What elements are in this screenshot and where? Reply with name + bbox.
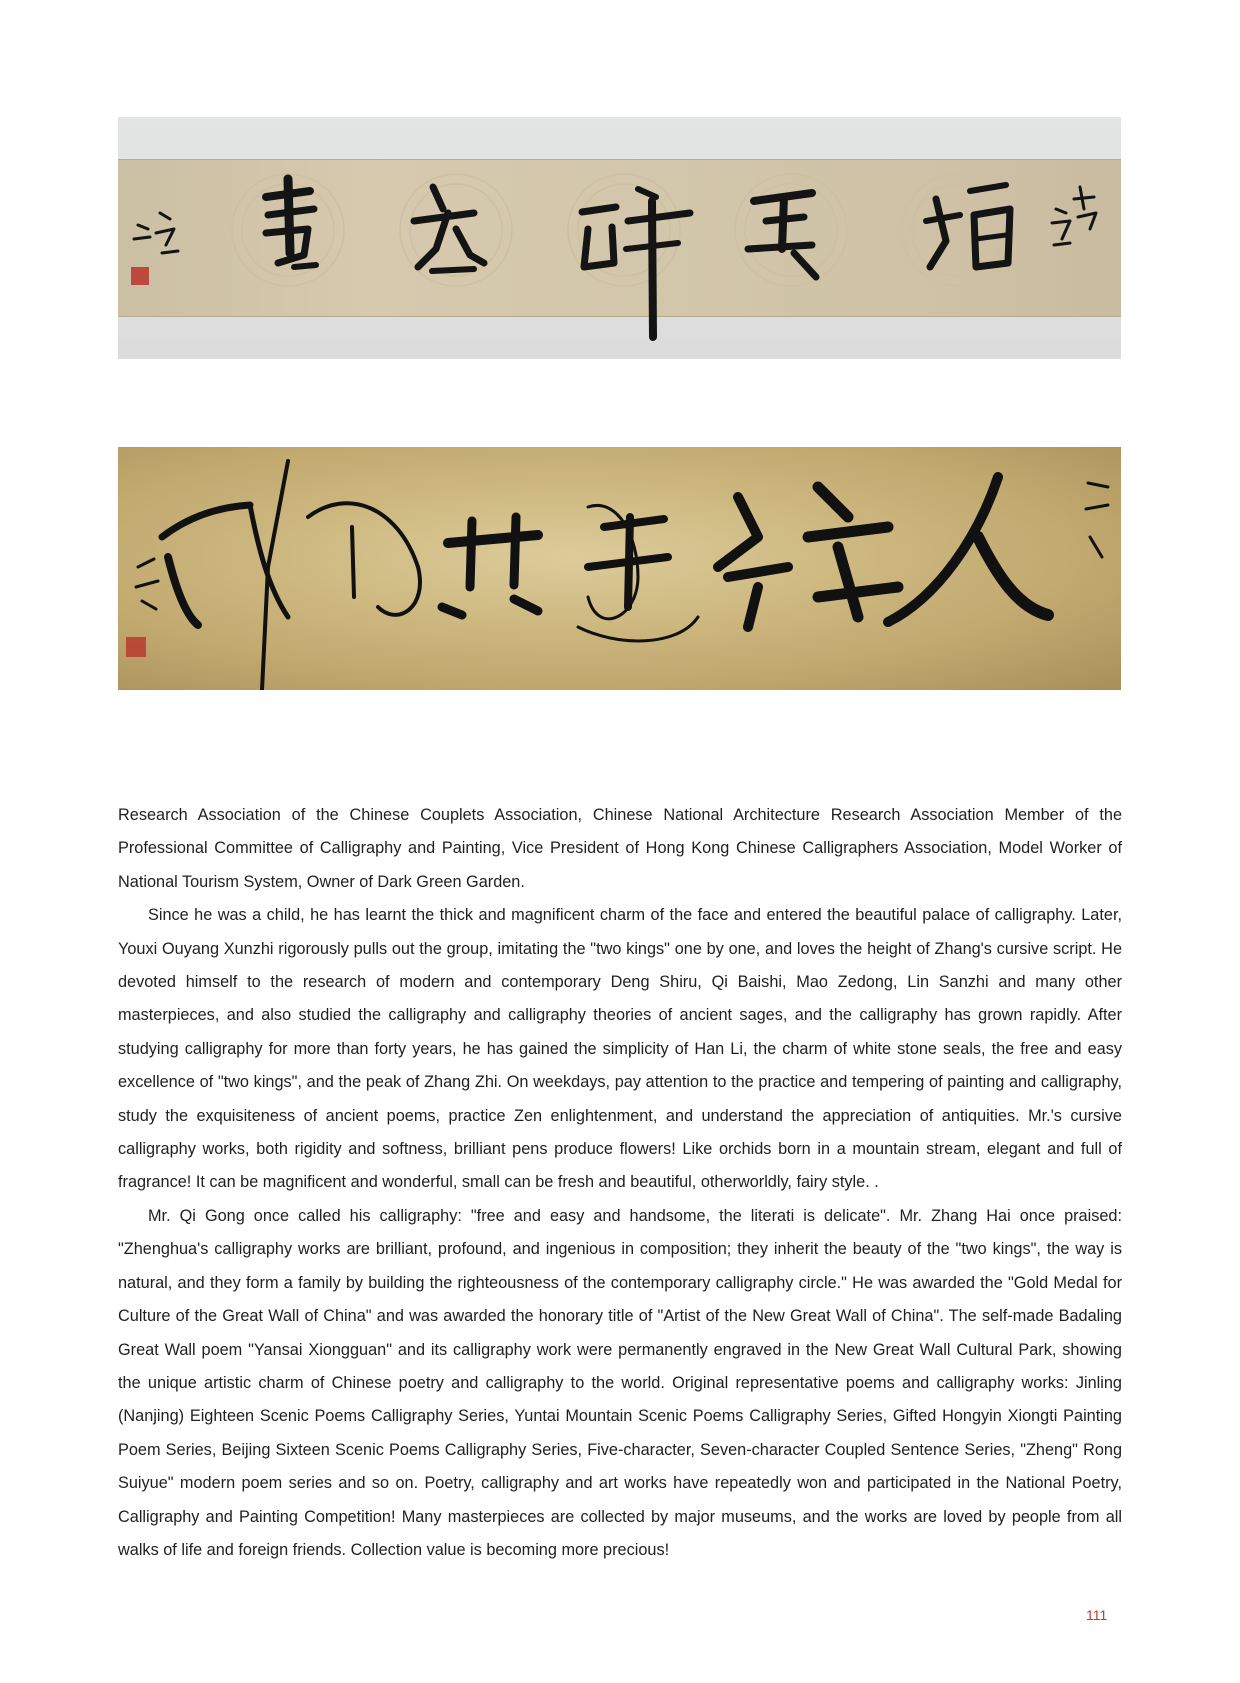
paragraph: Since he was a child, he has learnt the thick and magnificent charm of the face and entered the beautiful palace of calligraphy. Later, Youxi Ouyang Xunzhi rigorously pulls out the group, imitating the "two kings" one by one, and loves the height of Zhang's cursive script. He devoted himself to the research of modern and contemporary Deng Shiru, Qi Baishi, Mao Zedong, Lin Sanzhi and many other masterpieces, and also studied the calligraphy and calligraphy theories of ancient sages, and the calligraphy has grown rapidly. After studying calligraphy for more than forty years, he has gained the simplicity of Han Li, the charm of white stone seals, the free and easy excellence of "two kings", and the peak of Zhang Zhi. On weekdays, pay attention to the practice and tempering of painting and calligraphy, study the exquisiteness of ancient poems, practice Zen enlightenment, and understand the appreciation of antiquities. Mr.'s cursive calligraphy works, both rigidity and softness, brilliant pens produce flowers! Like orchids born in a mountain stream, elegant and full of fragrance! It can be magnificent and wonderful, small can be fresh and beautiful, otherworldly, fairy style. . (118, 906, 1122, 1192)
calligraphy-scroll-bottom (118, 447, 1121, 690)
paragraph: Research Association of the Chinese Couplets Association, Chinese National Architecture Research Association Member of the Professional Committee of Calligraphy and Painting, Vice President of Hong Kong Chinese Calligraphers Association, Model Worker of National Tourism System, Owner of Dark Green Garden. (118, 806, 1122, 891)
calligraphy-scroll-top (118, 117, 1121, 359)
article-body (118, 799, 1122, 1567)
calligraphy-brushwork (118, 447, 1121, 690)
page-number: 111 (1086, 1607, 1108, 1623)
calligraphy-brushwork (118, 117, 1121, 359)
paragraph: Mr. Qi Gong once called his calligraphy: "free and easy and handsome, the literati is delicate". Mr. Zhang Hai once praised: "Zhenghua's calligraphy works are brilliant, profound, and ingenious in composition; they inherit the beauty of the "two kings", the way is natural, and they form a family by building the righteousness of the contemporary calligraphy circle." He was awarded the "Gold Medal for Culture of the Great Wall of China" and was awarded the honorary title of "Artist of the New Great Wall of China". The self-made Badaling Great Wall poem "Yansai Xiongguan" and its calligraphy work were permanently engraved in the New Great Wall Cultural Park, showing the unique artistic charm of Chinese poetry and calligraphy to the world. Original representative poems and calligraphy works: Jinling (Nanjing) Eighteen Scenic Poems Calligraphy Series, Yuntai Mountain Scenic Poems Calligraphy Series, Gifted Hongyin Xiongti Painting Poem Series, Beijing Sixteen Scenic Poems Calligraphy Series, Five-character, Seven-character Coupled Sentence Series, "Zheng" Rong Suiyue" modern poem series and so on. Poetry, calligraphy and art works have repeatedly won and participated in the National Poetry, Calligraphy and Painting Competition! Many masterpieces are collected by major museums, and the works are loved by people from all walks of life and foreign friends. Collection value is becoming more precious! (118, 1206, 1122, 1559)
